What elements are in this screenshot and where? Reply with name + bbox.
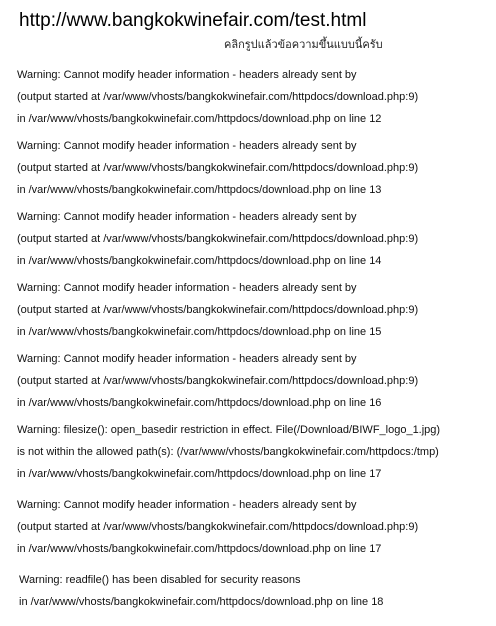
warning-line: in /var/www/vhosts/bangkokwinefair.com/httpdocs/download.php on line 15 bbox=[17, 326, 382, 338]
warning-line: Warning: filesize(): open_basedir restriction in effect. File(/Download/BIWF_logo_1.jpg) bbox=[17, 424, 441, 436]
warning-line: is not within the allowed path(s): (/var/www/vhosts/bangkokwinefair.com/httpdocs:/tmp) bbox=[17, 446, 439, 458]
warning-line: Warning: Cannot modify header information - headers already sent by bbox=[17, 353, 357, 365]
warning-block bbox=[17, 64, 487, 130]
warning-line: in /var/www/vhosts/bangkokwinefair.com/httpdocs/download.php on line 13 bbox=[17, 184, 382, 196]
warning-block bbox=[17, 419, 487, 485]
warning-line: (output started at /var/www/vhosts/bangkokwinefair.com/httpdocs/download.php:9) bbox=[17, 521, 419, 533]
caption-thai: คลิกรูปแล้วข้อความขึ้นแบบนี้ครับ bbox=[224, 38, 383, 51]
warning-line: (output started at /var/www/vhosts/bangkokwinefair.com/httpdocs/download.php:9) bbox=[17, 162, 419, 174]
warning-line: Warning: Cannot modify header information - headers already sent by bbox=[17, 499, 357, 511]
warning-line: (output started at /var/www/vhosts/bangkokwinefair.com/httpdocs/download.php:9) bbox=[17, 375, 419, 387]
warning-line: Warning: Cannot modify header information - headers already sent by bbox=[17, 211, 357, 223]
warning-line: in /var/www/vhosts/bangkokwinefair.com/httpdocs/download.php on line 17 bbox=[17, 543, 382, 555]
warning-line: in /var/www/vhosts/bangkokwinefair.com/httpdocs/download.php on line 16 bbox=[17, 397, 382, 409]
warning-line: (output started at /var/www/vhosts/bangkokwinefair.com/httpdocs/download.php:9) bbox=[17, 91, 419, 103]
warning-line: Warning: Cannot modify header information - headers already sent by bbox=[17, 69, 357, 81]
warning-line: (output started at /var/www/vhosts/bangkokwinefair.com/httpdocs/download.php:9) bbox=[17, 304, 419, 316]
warning-block bbox=[17, 494, 487, 560]
warning-block bbox=[17, 135, 487, 201]
page-url: http://www.bangkokwinefair.com/test.html bbox=[19, 10, 367, 31]
warning-block bbox=[17, 277, 487, 343]
warning-line: (output started at /var/www/vhosts/bangkokwinefair.com/httpdocs/download.php:9) bbox=[17, 233, 419, 245]
warning-block bbox=[17, 206, 487, 272]
warning-block bbox=[17, 348, 487, 414]
warning-line: Warning: Cannot modify header information - headers already sent by bbox=[17, 140, 357, 152]
warning-line: in /var/www/vhosts/bangkokwinefair.com/httpdocs/download.php on line 17 bbox=[17, 468, 382, 480]
warning-line: Warning: readfile() has been disabled for security reasons bbox=[19, 574, 301, 586]
warning-line: in /var/www/vhosts/bangkokwinefair.com/httpdocs/download.php on line 18 bbox=[19, 596, 384, 608]
warning-line: Warning: Cannot modify header information - headers already sent by bbox=[17, 282, 357, 294]
warning-line: in /var/www/vhosts/bangkokwinefair.com/httpdocs/download.php on line 12 bbox=[17, 113, 382, 125]
warning-line: in /var/www/vhosts/bangkokwinefair.com/httpdocs/download.php on line 14 bbox=[17, 255, 382, 267]
warning-block bbox=[19, 569, 489, 613]
